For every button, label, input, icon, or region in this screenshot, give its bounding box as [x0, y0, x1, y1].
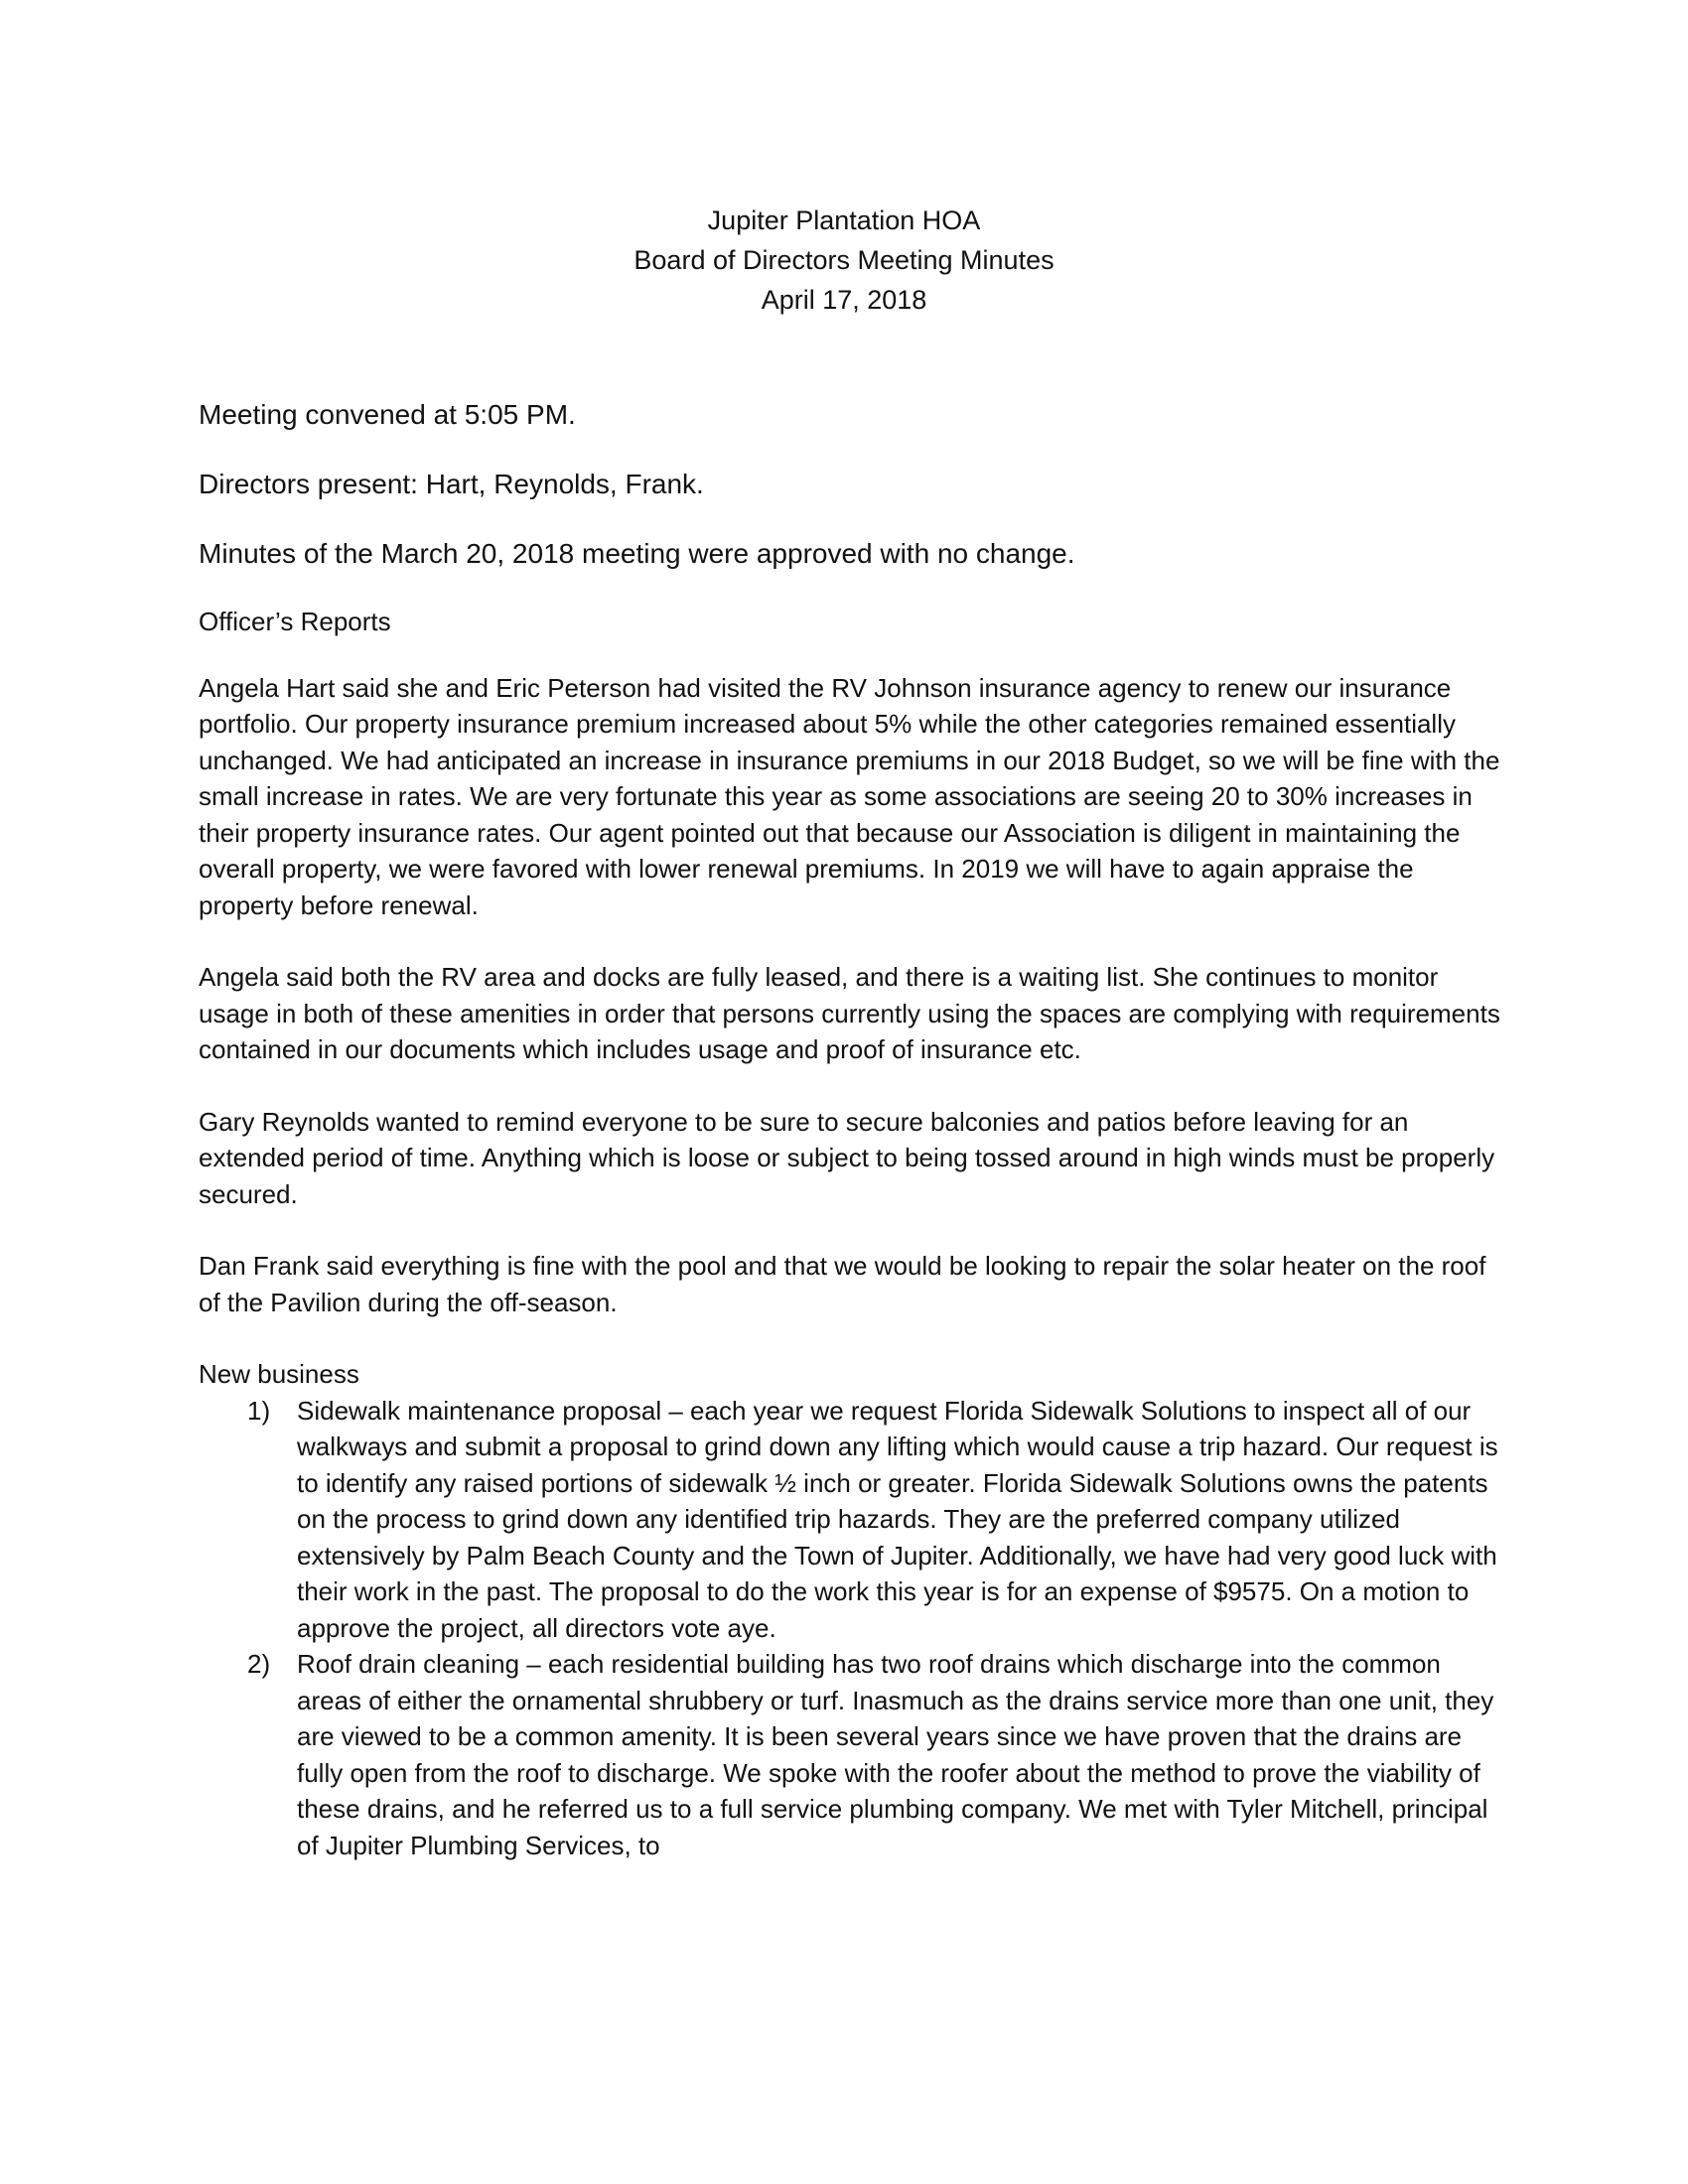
report-paragraph-pool: Dan Frank said everything is fine with the pool and that we would be looking to repair the solar heater on the roof of the Pavilion during the off-season.	[199, 1251, 1486, 1317]
directors-present: Directors present: Hart, Reynolds, Frank.	[199, 469, 704, 499]
list-item	[199, 1393, 1501, 1647]
list-item-number: 2)	[247, 1649, 271, 1679]
officers-reports-heading: Officer’s Reports	[199, 607, 391, 636]
new-business-list	[199, 1393, 1501, 1864]
organization-name: Jupiter Plantation HOA	[707, 205, 981, 235]
meeting-date: April 17, 2018	[761, 285, 927, 315]
document-title: Board of Directors Meeting Minutes	[633, 245, 1055, 275]
document-header	[0, 201, 1688, 320]
report-paragraph-insurance: Angela Hart said she and Eric Peterson had visited the RV Johnson insurance agency to renew our insurance portfolio. Our property insurance premium increased about 5% while the other categories remained essentially unchanged. We had anticipated an increase in insurance premiums in our 2018 Budget, so we will be fine with the small increase in rates. We are very fortunate this year as some associations are seeing 20 to 30% increases in their property insurance rates. Our agent pointed out that because our Association is diligent in maintaining the overall property, we were favored with lower renewal premiums. In 2019 we will have to again appraise the property before renewal.	[199, 672, 1500, 920]
list-item-text: Roof drain cleaning – each residential building has two roof drains which discharge into the common areas of either the ornamental shrubbery or turf. Inasmuch as the drains service more than one unit, they are viewed to be a common amenity. It is been several years since we have proven that the drains are fully open from the roof to discharge. We spoke with the roofer about the method to prove the viability of these drains, and he referred us to a full service plumbing company. We met with Tyler Mitchell, principal of Jupiter Plumbing Services, to	[297, 1649, 1494, 1860]
report-paragraph-rv-docks: Angela said both the RV area and docks are fully leased, and there is a waiting list. She continues to monitor usage in both of these amenities in order that persons currently using the spaces are complying with requirements contained in our documents which includes usage and proof of insurance etc.	[199, 962, 1500, 1064]
prior-minutes-approval: Minutes of the March 20, 2018 meeting were approved with no change.	[199, 538, 1075, 569]
list-item-text: Sidewalk maintenance proposal – each year we request Florida Sidewalk Solutions to inspect all of our walkways and submit a proposal to grind down any lifting which would cause a trip hazard. Our request is to identify any raised portions of sidewalk ½ inch or greater. Florida Sidewalk Solutions owns the patents on the process to grind down any identified trip hazards. They are the preferred company utilized extensively by Palm Beach County and the Town of Jupiter. Additionally, we have had very good luck with their work in the past. The proposal to do the work this year is for an expense of $9575. On a motion to approve the project, all directors vote aye.	[297, 1395, 1498, 1643]
list-item-number: 1)	[247, 1395, 271, 1426]
report-paragraph-balconies: Gary Reynolds wanted to remind everyone to be sure to secure balconies and patios before leaving for an extended period of time. Anything which is loose or subject to being tossed around in high winds must be properly secured.	[199, 1106, 1495, 1209]
meeting-convened: Meeting convened at 5:05 PM.	[199, 399, 576, 430]
list-item	[199, 1646, 1501, 1863]
minutes-body	[199, 395, 1501, 1863]
new-business-heading: New business	[199, 1359, 359, 1389]
